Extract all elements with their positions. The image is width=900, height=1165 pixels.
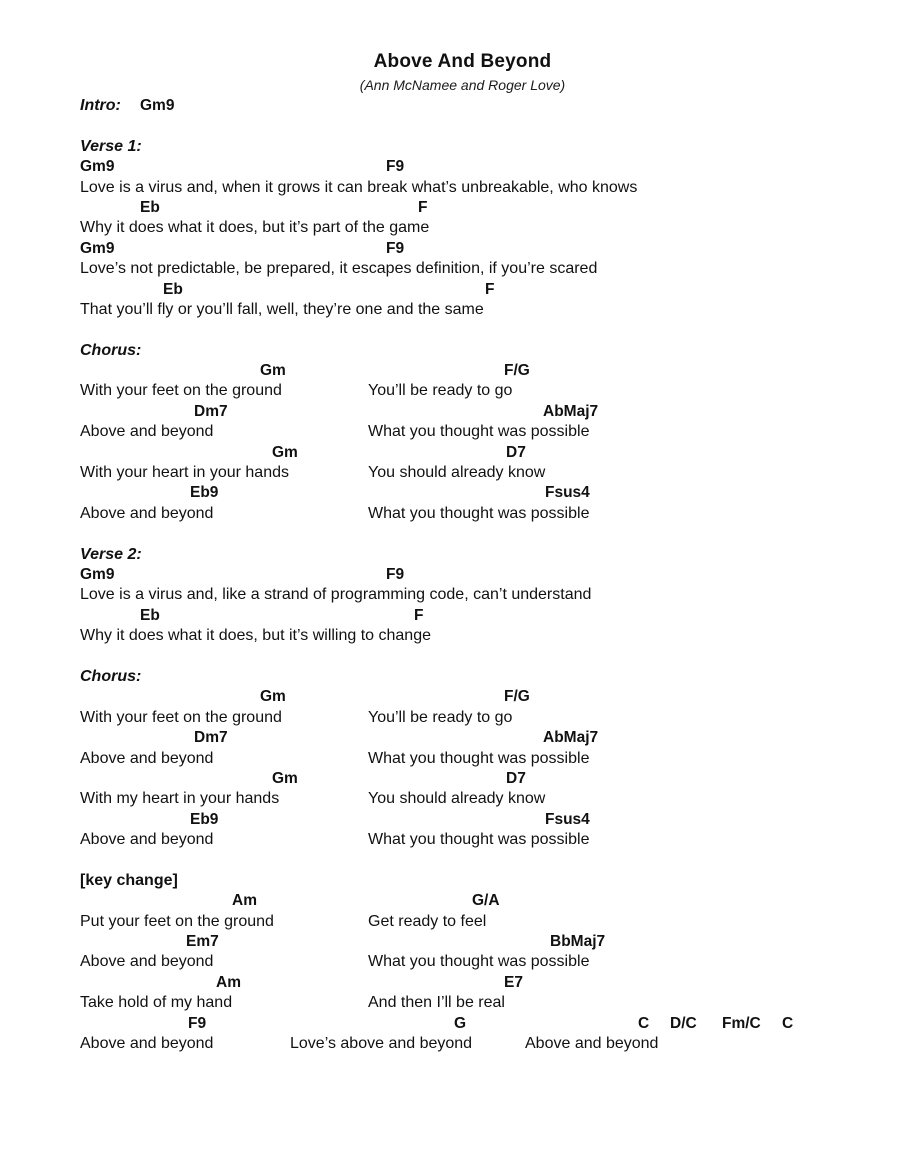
song-title: Above And Beyond <box>373 51 552 72</box>
lyric-segment: What you thought was possible <box>368 504 590 522</box>
chord: Dm7 <box>194 729 228 747</box>
lyric-segment: You’ll be ready to go <box>368 382 513 400</box>
chord: C <box>782 1014 794 1032</box>
lyric-line <box>80 830 870 850</box>
chord: D/C <box>670 1014 697 1032</box>
chord: BbMaj7 <box>550 933 606 951</box>
section-gap <box>80 647 870 667</box>
lyric-segment: You should already know <box>368 464 546 482</box>
intro-line <box>80 96 870 116</box>
chord: Am <box>232 892 257 910</box>
chord-line <box>80 973 870 993</box>
lyric-segment: What you thought was possible <box>368 953 590 971</box>
chord: D7 <box>506 769 526 787</box>
chord: G <box>454 1014 467 1032</box>
chord: F <box>485 280 495 298</box>
section-heading: Verse 1: <box>80 137 142 155</box>
lyric-segment: With your feet on the ground <box>80 382 282 400</box>
chord: Gm <box>272 443 298 461</box>
section-gap <box>80 116 870 136</box>
chord-line <box>80 810 870 830</box>
lyric-segment: Love’s above and beyond <box>290 1034 473 1052</box>
lyric-segment: Love is a virus and, when it grows it can break what’s unbreakable, who knows <box>80 178 638 196</box>
lyric-segment: Above and beyond <box>80 1034 214 1052</box>
lyric-segment: With my heart in your hands <box>80 790 280 808</box>
chord-line <box>80 483 870 503</box>
chord: Eb9 <box>190 810 219 828</box>
lyric-line <box>80 993 870 1013</box>
lyric-line <box>80 381 870 401</box>
chord: Am <box>216 973 241 991</box>
intro-chord: Gm9 <box>140 97 175 114</box>
heading-line <box>80 667 870 687</box>
chord: F9 <box>386 239 405 257</box>
chord: E7 <box>504 973 523 991</box>
chord: Dm7 <box>194 402 228 420</box>
lyric-segment: What you thought was possible <box>368 423 590 441</box>
chord: G/A <box>472 892 500 910</box>
song-body <box>80 96 870 1054</box>
chord: Fm/C <box>722 1014 761 1032</box>
chord: Gm <box>260 362 286 380</box>
lyric-line <box>80 463 870 483</box>
chord: D7 <box>506 443 526 461</box>
chord-line <box>80 891 870 911</box>
chord-line <box>80 728 870 748</box>
section-gap <box>80 850 870 870</box>
chord-line <box>80 280 870 300</box>
chord: Gm9 <box>80 239 115 257</box>
lyric-segment: What you thought was possible <box>368 831 590 849</box>
lyric-segment: Love’s not predictable, be prepared, it escapes definition, if you’re scared <box>80 260 598 278</box>
chord: Fsus4 <box>545 484 590 502</box>
lyric-segment: And then I’ll be real <box>368 994 505 1012</box>
chord: Em7 <box>186 933 219 951</box>
lyric-line <box>80 952 870 972</box>
chord-line <box>80 769 870 789</box>
chord: Eb <box>140 198 160 216</box>
chord: Gm <box>272 769 298 787</box>
lyric-line <box>80 912 870 932</box>
chord-line <box>80 443 870 463</box>
section-heading: Chorus: <box>80 667 142 685</box>
lyric-segment: Love is a virus and, like a strand of programming code, can’t understand <box>80 586 592 604</box>
chord: F/G <box>504 362 530 380</box>
lyric-segment: Why it does what it does, but it’s willing to change <box>80 627 431 645</box>
lyric-line <box>80 259 870 279</box>
song-authors: (Ann McNamee and Roger Love) <box>359 77 566 93</box>
chord: Eb <box>163 280 183 298</box>
section-heading: Chorus: <box>80 341 142 359</box>
chord-line <box>80 606 870 626</box>
lyric-line <box>80 708 870 728</box>
chord: F9 <box>386 158 405 176</box>
intro-label: Intro: <box>80 97 121 114</box>
chord: Gm <box>260 688 286 706</box>
lyric-line <box>80 789 870 809</box>
chord-line <box>80 198 870 218</box>
lyric-segment: Above and beyond <box>80 953 214 971</box>
lyric-segment: What you thought was possible <box>368 749 590 767</box>
lyric-line <box>80 300 870 320</box>
lyric-line <box>80 504 870 524</box>
chord-line <box>80 565 870 585</box>
lyric-segment: Why it does what it does, but it’s part of the game <box>80 219 430 237</box>
lyric-segment: With your heart in your hands <box>80 464 289 482</box>
lyric-line <box>80 626 870 646</box>
section-heading: [key change] <box>80 871 178 889</box>
lyric-segment: Above and beyond <box>80 749 214 767</box>
lyric-segment: You should already know <box>368 790 546 808</box>
chord-line <box>80 239 870 259</box>
chord-line <box>80 402 870 422</box>
song-header <box>80 50 845 96</box>
lyric-segment: Above and beyond <box>80 831 214 849</box>
lyric-segment: Above and beyond <box>80 423 214 441</box>
chord: F <box>418 198 428 216</box>
heading-line <box>80 137 870 157</box>
lyric-segment: That you’ll fly or you’ll fall, well, they’re one and the same <box>80 300 484 318</box>
heading-line <box>80 871 870 891</box>
chord-line <box>80 1014 870 1034</box>
chord: F <box>414 606 424 624</box>
lyric-line <box>80 1034 870 1054</box>
chord: C <box>638 1014 650 1032</box>
chord-line <box>80 687 870 707</box>
lyric-line <box>80 218 870 238</box>
chord-line <box>80 157 870 177</box>
chord: Eb9 <box>190 484 219 502</box>
section-heading: Verse 2: <box>80 545 142 563</box>
chord: AbMaj7 <box>543 402 599 420</box>
chord-line <box>80 361 870 381</box>
heading-line <box>80 545 870 565</box>
chord-line <box>80 932 870 952</box>
chord: AbMaj7 <box>543 729 599 747</box>
lyric-segment: Put your feet on the ground <box>80 912 274 930</box>
lyric-segment: Above and beyond <box>80 504 214 522</box>
lyric-line <box>80 422 870 442</box>
section-gap <box>80 320 870 340</box>
lyric-segment: Take hold of my hand <box>80 994 233 1012</box>
lyric-line <box>80 749 870 769</box>
section-gap <box>80 524 870 544</box>
chord: Gm9 <box>80 565 115 583</box>
chord: Gm9 <box>80 158 115 176</box>
chord: F9 <box>188 1014 207 1032</box>
heading-line <box>80 341 870 361</box>
lyric-segment: Get ready to feel <box>368 912 487 930</box>
chord: F/G <box>504 688 530 706</box>
lyric-line <box>80 585 870 605</box>
lyric-segment: You’ll be ready to go <box>368 708 513 726</box>
chord: F9 <box>386 565 405 583</box>
lyric-segment: Above and beyond <box>525 1034 659 1052</box>
lyric-line <box>80 178 870 198</box>
lyric-segment: With your feet on the ground <box>80 708 282 726</box>
chord: Eb <box>140 606 160 624</box>
chord: Fsus4 <box>545 810 590 828</box>
